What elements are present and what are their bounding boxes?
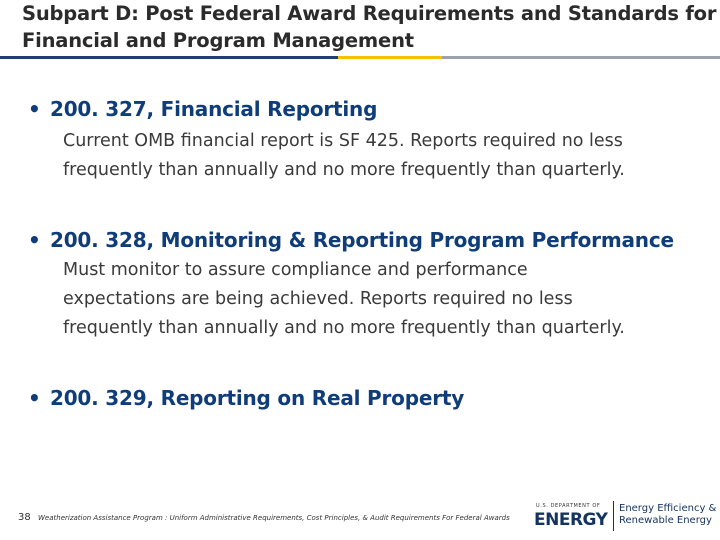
bullet-description-financial-reporting	[63, 127, 625, 185]
bullet-marker: •	[28, 228, 41, 252]
footer-text: Weatherization Assistance Program : Uniform Administrative Requirements, Cost Principles, & Audit Requirements For Federal Awards	[38, 514, 510, 522]
logo-divider	[613, 501, 614, 531]
logo-eere-line-2: Renewable Energy	[619, 515, 712, 526]
bullet-marker: •	[28, 97, 41, 121]
description-line: Must monitor to assure compliance and performance	[63, 260, 528, 280]
bullet-heading-financial-reporting	[28, 95, 377, 123]
slide-title-line-1: Subpart D: Post Federal Award Requirements and Standards for	[22, 2, 717, 25]
logo-eere-line-1: Energy Efficiency &	[619, 503, 717, 514]
description-line: frequently than annually and no more frequently than quarterly.	[63, 318, 625, 338]
bullet-heading-text: 200. 327, Financial Reporting	[50, 97, 378, 121]
slide-title-line-2: Financial and Program Management	[22, 29, 414, 52]
bullet-description-monitoring-reporting	[63, 256, 625, 343]
bullet-heading-text: 200. 329, Reporting on Real Property	[50, 386, 465, 410]
logo-department-text: U.S. DEPARTMENT OF	[536, 503, 601, 509]
slide-title	[22, 0, 717, 54]
logo-eere-text	[619, 503, 716, 527]
description-line: expectations are being achieved. Reports required no less	[63, 289, 573, 309]
title-rule-gold	[338, 56, 442, 59]
title-rule-blue	[0, 56, 338, 59]
doe-eere-logo	[530, 497, 718, 535]
description-line: Current OMB financial report is SF 425. Reports required no less	[63, 131, 623, 151]
bullet-heading-real-property	[28, 384, 464, 412]
bullet-marker: •	[28, 386, 41, 410]
page-number: 38	[18, 512, 31, 523]
title-rule-gray	[442, 56, 720, 59]
bullet-heading-monitoring-reporting	[28, 226, 674, 254]
description-line: frequently than annually and no more frequently than quarterly.	[63, 160, 625, 180]
logo-energy-text: ENERGY	[534, 510, 608, 530]
bullet-heading-text: 200. 328, Monitoring & Reporting Program Performance	[50, 228, 674, 252]
